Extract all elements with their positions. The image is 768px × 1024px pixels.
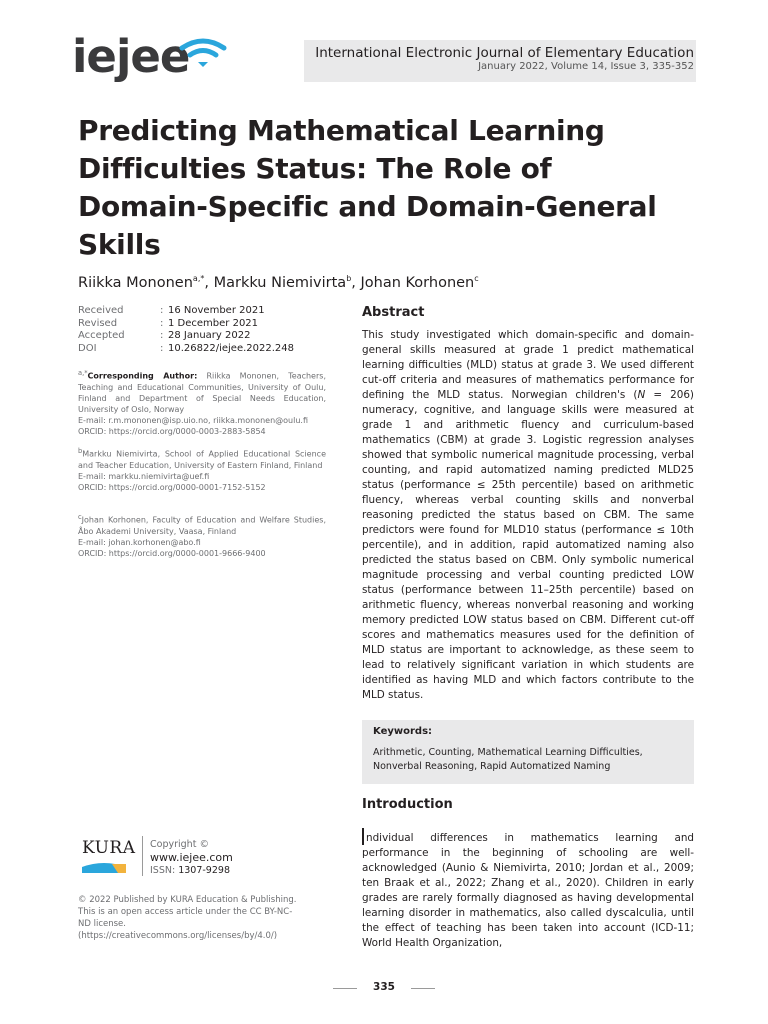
date-value: 28 January 2022: [168, 330, 251, 341]
date-label: DOI: [78, 342, 97, 354]
issn-value: 1307-9298: [178, 865, 230, 876]
introduction-paragraph: ndividual differences in mathematics learning and performance in the beginning of schooling are well-acknowledged (Aunio & Niemivirta, 2010; Jordan et al., 2009; ten Braak et al., 2022; Zhang et al., 2020). Children in early grades are rarely formally diagnosed as having developmental learning disorder in mathematics, also called dyscalculia, until the effect of teaching has been taken into account (ICD-11; World Health Organization,: [362, 832, 694, 949]
website-link[interactable]: www.iejee.com: [150, 851, 233, 864]
author-name: Markku Niemivirta: [213, 274, 347, 291]
journal-header-bar: [304, 40, 696, 82]
journal-issue: January 2022, Volume 14, Issue 3, 335-352: [478, 61, 694, 72]
affiliation-text: [78, 512, 326, 537]
publisher-divider: [142, 836, 143, 876]
copyright-label: Copyright ©: [150, 839, 209, 850]
author-affiliation-marker: b: [346, 274, 352, 283]
affiliation-description: Riikka Mononen, Teachers, Teaching and Educational Communities, University of Oulu, Finland and Department of Special Needs Education, University of Oslo, Norway: [78, 371, 326, 414]
affiliation-text: [78, 446, 326, 471]
affiliation-b: [78, 446, 326, 493]
abstract-part-2: = 206) numeracy, cognitive, and language skills were measured at grade 1 and arithmetic fluency and curriculum-based mathematics (CBM) at grade 3. Logistic regression analyses showed that symbolic numerical magnitude processing, verbal counting, and rapid automatized naming predicted MLD25 status (performance ≤ 25th percentile) based on arithmetic fluency, whereas verbal counting skills and nonverbal reasoning predicted the status based on CBM. The same predictors were found for MLD10 status (performance ≤ 10th percentile), and in addition, rapid automatized naming also predicted the status based on CBM. Only symbolic numerical magnitude processing and verbal counting predicted LOW status (performance between 11–25th percentile) based on arithmetic fluency, whereas nonverbal reasoning and working memory predicted LOW status based on CBM. Different cut-off scores and mathematics measures used for the definition of MLD status are important to acknowledge, as these seem to lead to relatively significant variation in which students are identified as having MLD and which factors contribute to the MLD status.: [362, 389, 694, 701]
introduction-text: [362, 828, 694, 951]
kura-swoosh-icon: [82, 861, 126, 873]
affiliation-orcid[interactable]: ORCID: https://orcid.org/0000-0001-9666-9400: [78, 548, 266, 558]
date-row-revised: [78, 318, 326, 331]
date-label: Accepted: [78, 330, 125, 341]
date-row-received: [78, 305, 326, 318]
author-list: [78, 274, 479, 291]
page-number-rule-left: [333, 988, 357, 989]
affiliation-orcid[interactable]: ORCID: https://orcid.org/0000-0003-2883-5854: [78, 426, 266, 436]
kura-publisher-logo: [82, 838, 134, 874]
kura-logo-text: KURA: [82, 838, 136, 858]
date-separator: :: [160, 330, 164, 341]
affiliation-c: [78, 512, 326, 559]
sample-size-symbol: N: [637, 389, 646, 401]
article-dates: [78, 305, 326, 355]
affiliation-description: Johan Korhonen, Faculty of Education and Welfare Studies, Åbo Akademi University, Vaasa, Finland: [78, 515, 326, 536]
abstract-part-1: This study investigated which domain-specific and domain-general skills measured at grade 1 predict mathematical learning difficulties (MLD) status at grade 3. We used different cut-off criteria and measures of mathematics performance for defining the MLD status. Norwegian children's (: [362, 329, 694, 401]
date-label: Revised: [78, 317, 118, 329]
date-value: 1 December 2021: [168, 317, 259, 329]
page-number-rule-right: [411, 988, 435, 989]
author-name: Riikka Mononen: [78, 274, 193, 291]
corresponding-author-label: Corresponding Author:: [87, 371, 198, 381]
date-row-accepted: [78, 330, 326, 343]
journal-name: International Electronic Journal of Elementary Education: [315, 45, 694, 61]
affiliation-a: [78, 368, 326, 437]
author-name: Johan Korhonen: [360, 274, 475, 291]
affiliation-email[interactable]: E-mail: markku.niemivirta@uef.fi: [78, 471, 210, 481]
date-label: Received: [78, 305, 124, 316]
affiliation-text: [78, 368, 326, 415]
date-separator: :: [160, 317, 164, 329]
affiliation-marker: a,*: [78, 369, 88, 377]
page-number: 335: [373, 981, 395, 993]
affiliation-description: Markku Niemivirta, School of Applied Educational Science and Teacher Education, University of Eastern Finland, Finland: [78, 449, 326, 470]
affiliation-email[interactable]: E-mail: johan.korhonen@abo.fi: [78, 537, 201, 547]
date-row-doi: [78, 343, 326, 356]
license-notice: © 2022 Published by KURA Education & Publishing. This is an open access article under the CC BY-NC- ND license. (https://creativecommons.org/licenses/by/4.0/): [78, 895, 297, 941]
issn: [150, 865, 233, 877]
date-value: 16 November 2021: [168, 305, 265, 316]
affiliation-marker: c: [78, 513, 82, 521]
author-separator: ,: [204, 274, 214, 291]
introduction-heading: Introduction: [362, 797, 453, 812]
keywords-list: Arithmetic, Counting, Mathematical Learning Difficulties, Nonverbal Reasoning, Rapid Automatized Naming: [373, 747, 643, 772]
date-separator: :: [160, 305, 164, 316]
affiliation-marker: b: [78, 447, 83, 455]
author-separator: ,: [351, 274, 361, 291]
journal-logo-text: iejee: [72, 30, 190, 83]
keywords-heading: Keywords:: [373, 726, 433, 737]
publisher-info: [150, 839, 233, 877]
affiliation-orcid[interactable]: ORCID: https://orcid.org/0000-0001-7152-5152: [78, 482, 266, 492]
affiliation-email[interactable]: E-mail: r.m.mononen@isp.uio.no, riikka.mononen@oulu.fi: [78, 415, 308, 425]
keywords-panel: [362, 720, 694, 784]
date-separator: :: [160, 342, 164, 354]
wifi-waves-logo-icon: [178, 38, 228, 68]
author-affiliation-marker: c: [474, 274, 479, 283]
doi-link[interactable]: 10.26822/iejee.2022.248: [168, 342, 294, 354]
abstract-text: [362, 328, 694, 703]
issn-label: ISSN:: [150, 865, 179, 876]
drop-cap-mark: [362, 828, 364, 845]
author-affiliation-marker: a,*: [192, 274, 205, 283]
abstract-heading: Abstract: [362, 305, 425, 320]
article-title: Predicting Mathematical Learning Difficulties Status: The Role of Domain-Specific and Domain-General Skills: [78, 114, 657, 261]
